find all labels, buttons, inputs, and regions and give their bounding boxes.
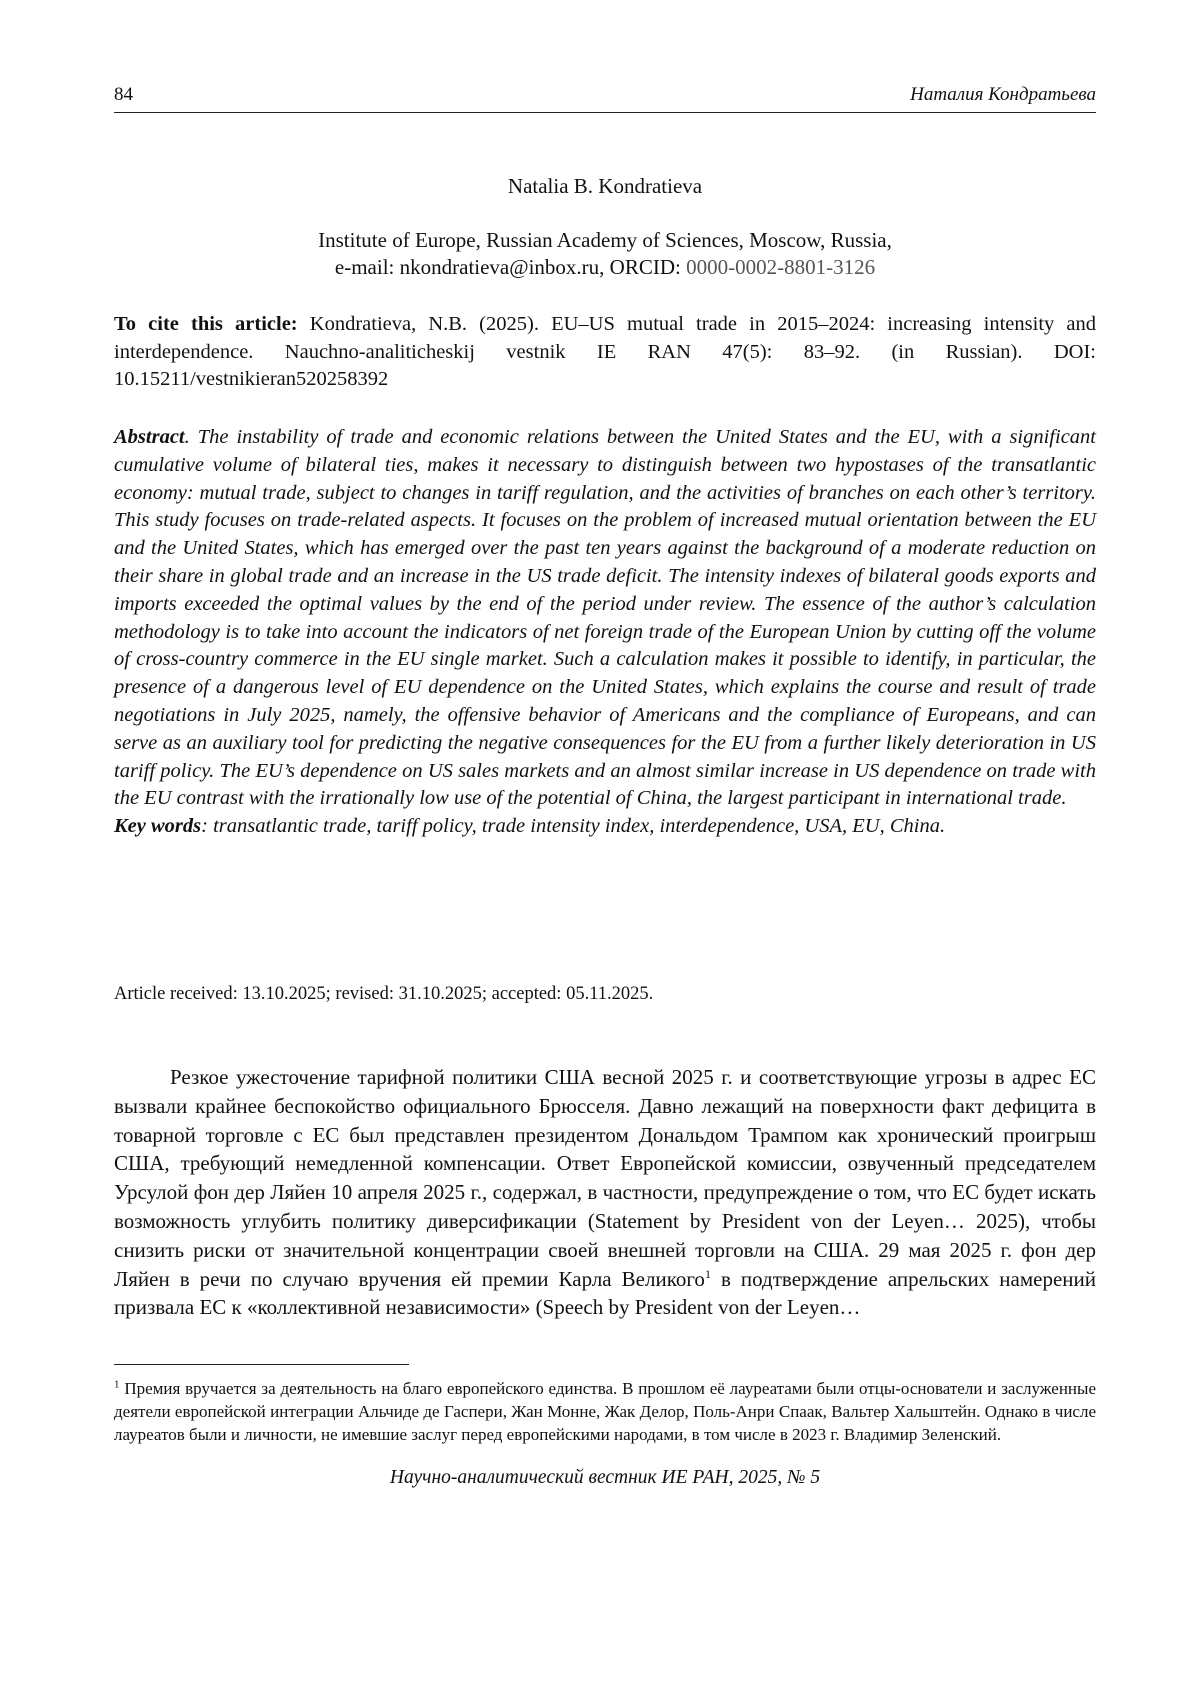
article-dates: Article received: 13.10.2025; revised: 31.10.2025; accepted: 05.11.2025. bbox=[114, 984, 654, 1004]
author-contact bbox=[114, 255, 1096, 280]
page-number: 84 bbox=[114, 84, 133, 105]
journal-footer: Научно-аналитический вестник ИЕ РАН, 2025, № 5 bbox=[389, 1467, 821, 1488]
footnote-divider bbox=[114, 1364, 409, 1365]
author-name: Natalia B. Kondratieva bbox=[507, 174, 703, 198]
keywords-text: : transatlantic trade, tariff policy, trade intensity index, interdependence, USA, EU, China. bbox=[201, 815, 946, 838]
citation-text: Kondratieva, N.B. (2025). EU–US mutual trade in 2015–2024: increasing intensity and interdependence. Nauchno-analiticheskij vestnik IE RAN 47(5): 83–92. (in Russian). DOI: 10.15211/vestnikieran520258392 bbox=[114, 313, 1096, 390]
abstract-block bbox=[114, 424, 1096, 841]
keywords-label: Key words bbox=[114, 815, 202, 838]
footnote bbox=[114, 1378, 1096, 1446]
footnote-reference: 1 bbox=[704, 1266, 711, 1281]
footnote-mark: 1 bbox=[114, 1378, 120, 1391]
footnote-text: Премия вручается за деятельность на благо европейского единства. В прошлом её лауреатами были отцы-основатели и заслуженные деятели европейской интеграции Альчиде де Гаспери, Жан Монне, Жак Делор, Поль-Анри Спаак, Вальтер Хальштейн. Однако в числе лауреатов были и личности, не имевшие заслуг перед европейскими народами, в том числе в 2023 г. Владимир Зеленский. bbox=[114, 1379, 1096, 1444]
running-author: Наталия Кондратьева bbox=[910, 84, 1096, 105]
body-paragraph bbox=[114, 1063, 1096, 1322]
abstract-label: Abstract bbox=[114, 426, 185, 448]
author-email-line: e-mail: nkondratieva@inbox.ru, ORCID: bbox=[334, 255, 687, 279]
author-affiliation: Institute of Europe, Russian Academy of Sciences, Moscow, Russia, bbox=[318, 228, 892, 252]
abstract-text: . The instability of trade and economic relations between the United States and the EU, with a significant cumulative volume of bilateral ties, makes it necessary to distinguish between two hypostases of the transatlantic economy: mutual trade, subject to changes in tariff regulation, and the activities of branches on each other’s territory. This study focuses on trade-related aspects. It focuses on the problem of increased mutual orientation between the EU and the United States, which has emerged over the past ten years against the background of a moderate reduction on their share in global trade and an increase in the US trade deficit. The intensity indexes of bilateral goods exports and imports exceeded the optimal values by the end of the period under review. The essence of the author’s calculation methodology is to take into account the indicators of net foreign trade of the European Union by cutting off the volume of cross-country commerce in the EU single market. Such a calculation makes it possible to identify, in particular, the presence of a dangerous level of EU dependence on the United States, which explains the course and result of trade negotiations in July 2025, namely, the offensive behavior of Americans and the compliance of Europeans, and can serve as an auxiliary tool for predicting the negative consequences for the EU from a further likely deterioration in US tariff policy. The EU’s dependence on US sales markets and an almost similar increase in US dependence on trade with the EU contrast with the irrationally low use of the potential of China, the largest participant in international trade. bbox=[114, 426, 1096, 810]
citation-block bbox=[114, 311, 1096, 394]
orcid-id: 0000-0002-8801-3126 bbox=[686, 255, 876, 279]
body-text-part2: в подтверждение апрельских намерений призвала ЕС к «коллективной независимости» (Speech by President von der Leyen… bbox=[114, 1266, 1096, 1320]
citation-label: To cite this article: bbox=[114, 313, 298, 335]
body-text-part1: Резкое ужесточение тарифной политики США весной 2025 г. и соответствующие угрозы в адрес ЕС вызвали крайнее беспокойство официального Брюсселя. Давно лежащий на поверхности факт дефицита в товарной торговле с ЕС был представлен президентом Дональдом Трампом как хронический проигрыш США, требующий немедленной компенсации. Ответ Европейской комиссии, озвученный председателем Урсулой фон дер Ляйен 10 апреля 2025 г., содержал, в частности, предупреждение о том, что ЕС будет искать возможность углубить политику диверсификации (Statement by President von der Leyen… 2025), чтобы снизить риски от значительной концентрации своей внешней торговли на США. 29 мая 2025 г. фон дер Ляйен в речи по случаю вручения ей премии Карла Великого bbox=[114, 1065, 1096, 1291]
running-header bbox=[114, 84, 1096, 113]
